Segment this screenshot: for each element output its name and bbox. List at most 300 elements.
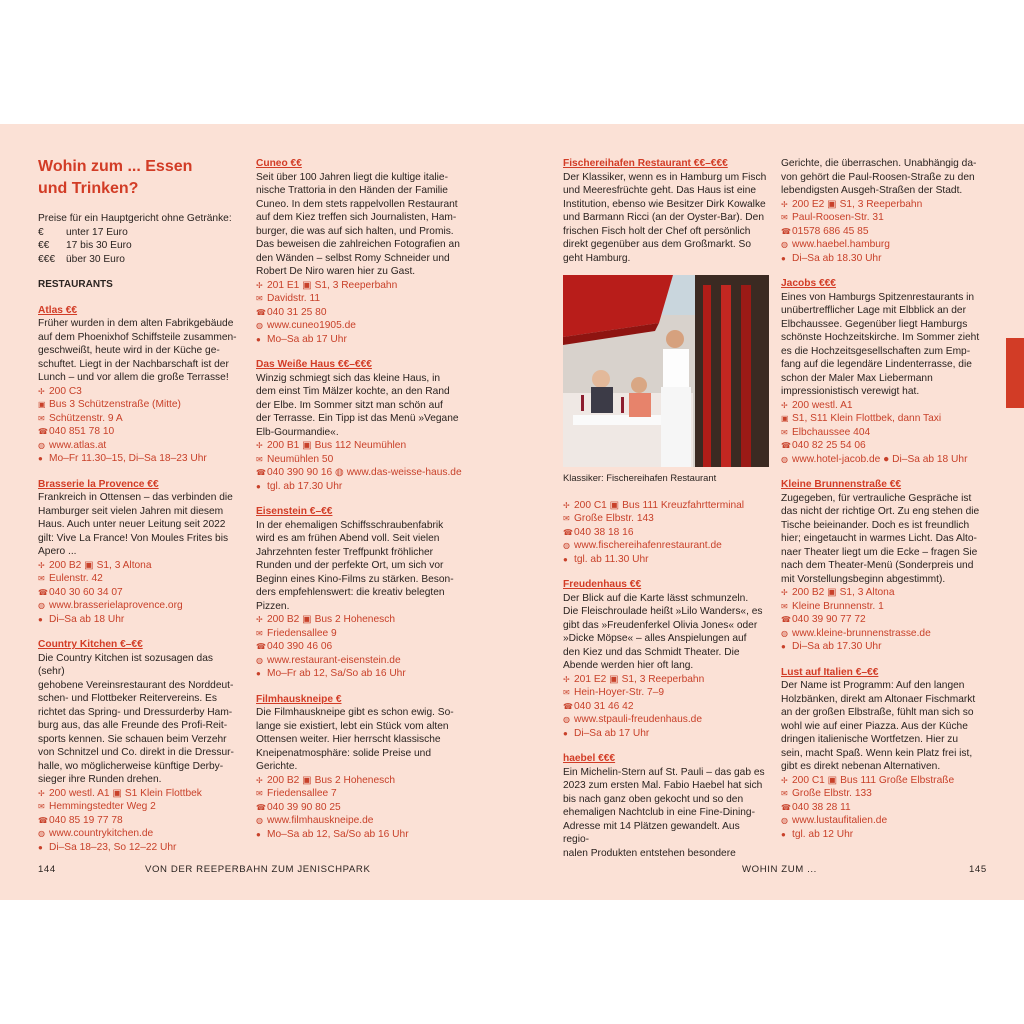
info-line [563,553,768,567]
restaurant-info [781,586,991,654]
book-spread [0,124,1024,900]
restaurant-name: haebel €€€ [563,753,616,764]
description-line: geschweißt, heute wird in der Küche ge- [38,345,220,356]
phone-icon: ☎ [256,802,266,812]
mail-icon: ✉ [256,294,263,303]
info-text: Elbchaussee 404 [792,426,871,438]
info-line [256,480,462,494]
mail-icon: ✉ [38,802,45,811]
clock-icon: ● [563,728,568,738]
restaurant-description [38,491,240,559]
info-line [781,198,991,212]
info-text: 200 E2 ▣ S1, 3 Reeperbahn [792,198,923,210]
info-text: Bus 3 Schützenstraße (Mitte) [49,399,181,410]
info-line[interactable] [781,238,991,252]
info-line [38,559,240,573]
info-text: 040 39 90 80 25 [267,801,341,813]
restaurant-name: Atlas €€ [38,304,78,316]
description-line: Ein Michelin-Stern auf St. Pauli – das gab es [563,766,765,778]
restaurant-entry [38,478,240,627]
restaurant-entry [563,578,768,740]
mail-icon: ✉ [256,789,263,798]
restaurant-list [781,277,991,841]
info-text: Mo–Sa ab 17 Uhr [267,333,347,345]
clock-icon: ● [256,481,261,491]
description-line: Jahrzehnten fester Treffpunkt fröhlicher [256,546,434,558]
globe-icon: ◍ [256,816,263,825]
bus-icon: ▣ [38,400,46,409]
clock-icon: ● [38,454,43,463]
website-link[interactable]: www.haebel.hamburg [792,239,890,250]
restaurant-list [563,578,768,860]
info-line [256,439,462,453]
phone-icon: ☎ [781,802,791,812]
restaurant-name: Brasserie la Provence €€ [38,478,159,490]
map-pin-icon: ✢ [38,386,45,396]
description-line: Holzbänken, direkt am Altonaer Fischmarkt [781,693,976,705]
info-text: 040 31 25 80 [267,306,327,318]
description-line: Runden und der perfekte Ort, um sich vor [256,560,444,571]
description-line: an der großen Elbstraße, fühlt man sich so [781,707,974,718]
info-line [256,640,462,654]
info-line[interactable] [563,713,768,727]
description-line: Seit über 100 Jahren liegt die kultige italie- [256,171,448,183]
info-text: 200 B2 ▣ S1, 3 Altona [49,559,152,571]
column-4 [781,157,991,853]
website-link[interactable]: www.stpauli-freudenhaus.de [574,714,702,725]
info-text: 200 B2 ▣ Bus 2 Hohenesch [267,774,395,786]
description-line: schuftet. Liegt in der Nachbarschaft ist der [38,358,229,370]
restaurant-entry [38,638,240,854]
restaurant-description [563,766,768,861]
info-text: 201 E1 ▣ S1, 3 Reeperbahn [267,279,398,291]
description-line: Die Country Kitchen ist sozusagen das (sehr) [38,652,213,677]
info-line [781,426,991,440]
map-pin-icon: ✢ [563,500,570,510]
description-line: den Wänden – selbst Romy Schneider und [256,252,450,264]
price-range: unter 17 Euro [66,226,128,238]
restaurant-description [781,291,991,399]
map-pin-icon: ✢ [256,280,263,290]
globe-icon: ◍ [781,628,788,638]
globe-icon: ◍ [256,321,263,330]
restaurant-list [38,304,240,855]
clock-icon: ● [256,669,261,678]
column-1 [38,156,240,866]
description-line: lange sie existiert, lebt ein Stück vom alten [256,720,449,732]
map-pin-icon: ✢ [38,560,45,570]
info-line[interactable] [256,654,462,668]
info-line[interactable] [38,439,240,453]
restaurant-entry [781,666,991,842]
description-line: mit Vorstellungsbeginn abgestimmt). [781,573,946,585]
info-text: 040 390 46 06 [267,641,333,652]
restaurant-description [38,317,240,385]
info-line[interactable] [781,627,991,641]
info-text: Mo–Fr ab 12, Sa/So ab 16 Uhr [267,668,406,679]
chapter-thumb-tab [1006,338,1024,408]
restaurant-description [256,519,462,614]
restaurant-list [256,157,462,841]
info-text: tgl. ab 17.30 Uhr [267,480,343,492]
info-line [38,572,240,586]
description-line: es die Hochzeitsgesellschaften zum Emp- [781,345,971,357]
info-line [563,512,768,526]
clock-icon: ● [781,642,786,651]
restaurant-entry [38,304,240,466]
info-text: Hein-Hoyer-Str. 7–9 [574,687,665,698]
info-line [256,801,462,815]
website-link[interactable]: www.countrykitchen.de [49,828,154,839]
info-text: Kleine Brunnenstr. 1 [792,600,884,612]
description-line: das nicht der richtige Ort. Zu eng stehen die [781,506,980,517]
section-title: Wohin zum ... Essen und Trinken? [38,158,193,197]
restaurant-entry [256,358,462,493]
info-line [563,499,768,513]
restaurant-info [38,559,240,627]
price-level [38,239,240,253]
map-pin-icon: ✢ [38,788,45,798]
description-line: Lunch – und vor allem die große Terrasse! [38,372,229,383]
description-line: naer Theater liegt um die Ecke – fragen Sie [781,546,978,558]
website-link[interactable]: www.brasserielaprovence.org [49,600,183,611]
clock-icon: ● [781,829,786,839]
page-number-right: 145 [969,864,987,875]
globe-icon: ◍ [38,601,45,610]
restaurant-info [781,774,991,842]
restaurant-description [256,372,462,440]
info-text: Große Elbstr. 133 [792,788,872,799]
info-line [38,841,240,855]
info-text: Di–Sa 18–23, So 12–22 Uhr [49,841,177,853]
info-line [256,292,462,306]
photo-caption: Klassiker: Fischereihafen Restaurant [563,472,717,483]
phone-icon: ☎ [256,307,266,317]
info-text: Di–Sa ab 17.30 Uhr [792,641,882,652]
description-line: geht Hamburg. [563,252,631,264]
mail-icon: ✉ [781,789,788,798]
info-line[interactable] [781,453,991,467]
restaurant-info [781,399,991,467]
info-line[interactable] [256,319,462,333]
info-text: Friedensallee 7 [267,788,337,799]
description-line: Eines von Hamburgs Spitzenrestaurants in [781,291,975,303]
info-line [781,640,991,654]
info-text: 200 westl. A1 ▣ S1 Klein Flottbek [49,787,202,799]
description-line: hier; eingetaucht in warmes Licht. Das Alto- [781,533,977,544]
info-line [781,787,991,801]
restaurant-name: Jacobs €€€ [781,278,836,289]
website-link[interactable]: www.atlas.at [49,439,107,451]
description-line: Institution, ebenso wie Besitzer Dirk Kowalke [563,198,766,210]
info-line[interactable] [256,814,462,828]
description-line: Cuneo. In dem stets rappelvollen Restaurant [256,198,458,210]
globe-icon: ◍ [781,816,788,825]
globe-icon: ◍ [38,829,45,838]
phone-icon: ☎ [563,701,573,711]
globe-icon: ◍ [256,655,263,665]
globe-icon: ◍ [563,715,570,724]
description-line: Abende werden hier oft lang. [563,660,694,671]
description-line: schon der Maler Max Liebermann [781,372,933,384]
price-range: 17 bis 30 Euro [66,240,132,251]
restaurant-name: Cuneo €€ [256,158,302,169]
info-text: Große Elbstr. 143 [574,513,654,524]
mail-icon: ✉ [781,427,788,437]
info-text: tgl. ab 11.30 Uhr [574,553,649,565]
restaurant-name: Freudenhaus €€ [563,579,642,590]
info-line[interactable] [563,539,768,553]
info-text: Eulenstr. 42 [49,573,103,584]
restaurant-entry [256,693,462,842]
restaurant-description [781,679,991,774]
map-pin-icon: ✢ [781,199,788,209]
phone-icon: ☎ [781,615,791,624]
website-link[interactable]: www.cuneo1905.de [267,320,356,331]
price-note: Preise für ein Hauptgericht ohne Getränke: [38,213,232,224]
description-line: unübertrefflicher Lage mit Elbblick an der [781,305,966,316]
column-3 [563,157,768,872]
info-text: 200 westl. A1 [792,399,853,411]
category-heading: RESTAURANTS [38,279,113,290]
info-text: Di–Sa ab 18.30 Uhr [792,252,882,264]
restaurant-entry [781,277,991,466]
info-line [38,412,240,426]
globe-icon: ◍ [38,440,45,450]
description-line: impressionistisch verewigt hat. [781,386,920,397]
info-text: 040 82 25 54 06 [792,440,866,451]
description-line: Kneipenatmosphäre: solide Preise und [256,747,431,759]
info-text: S1, S11 Klein Flottbek, dann Taxi [792,413,942,424]
mail-icon: ✉ [781,213,788,222]
restaurant-info [563,499,768,567]
description-line: lebendigsten Ausgeh-Straßen der Stadt. [781,185,963,196]
description-line: frischen Fisch holt der Chef oft persönlich [563,225,751,237]
description-line: Apero ... [38,546,77,557]
info-line [38,814,240,828]
description-line: Die Fleischroulade heißt »Lilo Wanders«, es [563,606,763,617]
info-line [38,452,240,466]
price-level [38,226,240,240]
info-line [256,627,462,641]
map-pin-icon: ✢ [256,441,263,450]
map-pin-icon: ✢ [781,588,788,597]
map-pin-icon: ✢ [781,400,788,410]
description-line: Elbchaussee. Gegenüber liegt Hamburgs [781,318,968,330]
restaurant-description [781,492,991,587]
info-line [563,686,768,700]
info-text: Paul-Roosen-Str. 31 [792,212,884,223]
info-line [256,306,462,320]
description-line: Die Filmhauskneipe gibt es schon ewig. So- [256,707,454,718]
info-line [38,787,240,801]
info-line [781,774,991,788]
info-line [781,828,991,842]
description-line: Der Klassiker, wenn es in Hamburg um Fisch [563,171,767,183]
info-text: Friedensallee 9 [267,627,337,639]
website-link[interactable]: www.restaurant-eisenstein.de [267,654,401,666]
phone-icon: ☎ [38,587,48,597]
description-line: dringen italienische Wortfetzen. Hier zu [781,734,959,745]
website-link[interactable]: www.lustaufitalien.de [792,815,888,826]
info-line [256,613,462,627]
restaurant-entry [256,157,462,346]
description-line: richtet das Spring- und Dressurderby Ham- [38,706,233,718]
description-line: Elb-Gourmandie«. [256,426,339,438]
description-line: nalen Produkten entstehen besondere [563,847,736,859]
info-line [256,466,462,480]
info-text: 040 39 90 77 72 [792,614,866,625]
website-link[interactable]: www.filmhauskneipe.de [267,815,374,826]
train-icon: ▣ [781,414,789,423]
description-line: Haus. Auch unter neuer Leitung seit 2022 [38,519,226,530]
description-line: Beginn eines Kino-Films zu stärken. Beson- [256,573,454,585]
description-line: Gerichte. [256,761,298,772]
restaurant-name: Das Weiße Haus €€–€€€ [256,359,372,370]
mail-icon: ✉ [563,514,570,523]
description-line: ders empfehlenswert: die kreativ belegten [256,587,445,598]
description-line: auf dem Phoenixhof Schiffsteile zusammen- [38,331,237,343]
info-text: 040 390 90 16 ◍ www.das-weisse-haus.de [267,467,462,478]
info-text: Neumühlen 50 [267,453,334,465]
restaurant-info [38,787,240,855]
phone-icon: ☎ [256,468,266,477]
info-line [563,673,768,687]
description-line: wird es am frühen Abend voll. Seit vielen [256,533,440,544]
info-line [38,613,240,627]
restaurant-name: Kleine Brunnenstraße €€ [781,479,902,490]
running-title-left: VON DER REEPERBAHN ZUM JENISCHPARK [145,864,371,875]
description-line: dem einst Tim Mälzer kochte, an den Rand [256,386,450,397]
price-level [38,253,240,267]
description-line: gehobene Vereinsrestaurant des Norddeut- [38,679,234,691]
description-line: Ottensen weiter. Hier herrscht klassische [256,734,441,745]
info-text: 200 B1 ▣ Bus 112 Neumühlen [267,440,407,451]
description-line: gibt das »Freudenferkel Olivia Jones« oder [563,619,758,631]
info-text: 040 30 60 34 07 [49,586,123,598]
description-line: sein, macht Spaß. Wenn kein Platz frei ist, [781,747,973,759]
clock-icon: ● [781,253,786,263]
description-line: von Schnitzel und Co. direkt in die Dressur- [38,747,234,758]
restaurant-info [256,439,462,493]
clock-icon: ● [38,614,43,624]
info-text: 200 C1 ▣ Bus 111 Kreuzfahrtterminal [574,499,745,511]
column-2 [256,157,462,853]
restaurant-info [563,673,768,741]
clock-icon: ● [38,842,43,852]
restaurant-description [256,171,462,279]
info-line [38,398,240,412]
mail-icon: ✉ [256,454,263,464]
info-line [256,787,462,801]
clock-icon: ● [256,334,261,344]
description-line: schönste Hochzeitskirche. Im Sommer zieht [781,332,980,343]
info-text: 200 B2 ▣ S1, 3 Altona [792,587,895,598]
restaurant-info [38,385,240,466]
info-text: 201 E2 ▣ S1, 3 Reeperbahn [574,673,705,685]
restaurant-entry [563,752,768,860]
description-line: den Kiez und das Schmidt Theater. Die [563,646,740,658]
description-line: 2023 zum ersten Mal. Fabio Haebel hat sich [563,780,763,791]
globe-icon: ◍ [563,541,570,550]
restaurant-name: Country Kitchen €–€€ [38,639,143,650]
map-pin-icon: ✢ [781,775,788,785]
description-line: halle, wo möglicherweise künftige Derby- [38,760,224,772]
phone-icon: ☎ [781,226,791,236]
description-line: ehemaligen Nachtclub in eine Fine-Dining- [563,807,755,818]
description-line: Frankreich in Ottensen – das verbinden die [38,492,233,503]
info-line [781,225,991,239]
mail-icon: ✉ [38,413,45,423]
description-line: Pizzen. [256,600,290,612]
description-line: der Elbe. Im Sommer sitzt man schön auf [256,399,443,411]
mail-icon: ✉ [256,628,263,638]
info-text: Hemmingstedter Weg 2 [49,801,156,812]
restaurant-description [563,171,768,266]
info-line[interactable] [781,814,991,828]
description-line: gibt es direkt nebenan Alternativen. [781,761,941,772]
restaurant-info [781,198,991,266]
info-line[interactable] [38,827,240,841]
info-line [781,801,991,815]
info-text: 040 85 19 77 78 [49,814,123,826]
info-line [781,586,991,600]
info-line [38,800,240,814]
info-line[interactable] [38,599,240,613]
description-line: bis nach ganz oben gekocht und so den [563,793,744,805]
info-line [563,526,768,540]
info-line [256,828,462,842]
price-symbol: €€€ [38,253,55,265]
info-text: Mo–Sa ab 12, Sa/So ab 16 Uhr [267,828,409,840]
info-text: 040 38 28 11 [792,801,851,813]
info-line [256,333,462,347]
phone-icon: ☎ [781,441,791,450]
mail-icon: ✉ [781,601,788,611]
description-line: In der ehemaligen Schiffsschraubenfabrik [256,519,444,531]
phone-icon: ☎ [38,815,48,825]
info-text: Di–Sa ab 17 Uhr [574,727,650,739]
website-link[interactable]: www.kleine-brunnenstrasse.de [792,627,931,639]
restaurant-entry [781,478,991,654]
description-line: Tische beieinander. Doch es ist freundlich [781,519,970,531]
description-line: Der Name ist Programm: Auf den langen [781,680,965,691]
website-link[interactable]: www.hotel-jacob.de ● Di–Sa ab 18 Uhr [792,453,968,465]
restaurant-info [256,279,462,347]
info-line [256,279,462,293]
restaurant-description [563,592,768,673]
description-line: Der Blick auf die Karte lässt schmunzeln. [563,592,749,604]
restaurant-name: Fischereihafen Restaurant €€–€€€ [563,158,728,169]
info-text: Mo–Fr 11.30–15, Di–Sa 18–23 Uhr [49,453,207,464]
info-line [563,727,768,741]
website-link[interactable]: www.fischereihafenrestaurant.de [574,540,722,551]
page-number-left: 144 [38,864,56,875]
running-title-right: WOHIN ZUM ... [742,864,817,875]
price-range: über 30 Euro [66,253,125,265]
description-line: nische Trattoria in den Händen der Familie [256,185,448,196]
info-line [781,412,991,426]
description-line: Zugegeben, für vertrauliche Gespräche ist [781,492,972,504]
description-line: gilt: Vive La France! Von Moules Frites bis [38,532,229,544]
info-line [38,425,240,439]
info-line [256,667,462,681]
description-line: Gerichte, die überraschen. Unabhängig da- [781,158,977,169]
info-line [781,211,991,225]
description-line: schen- und Flottbeker Reitervereins. Es [38,693,217,704]
info-text: 040 851 78 10 [49,426,115,437]
info-text: Schützenstr. 9 A [49,412,123,424]
